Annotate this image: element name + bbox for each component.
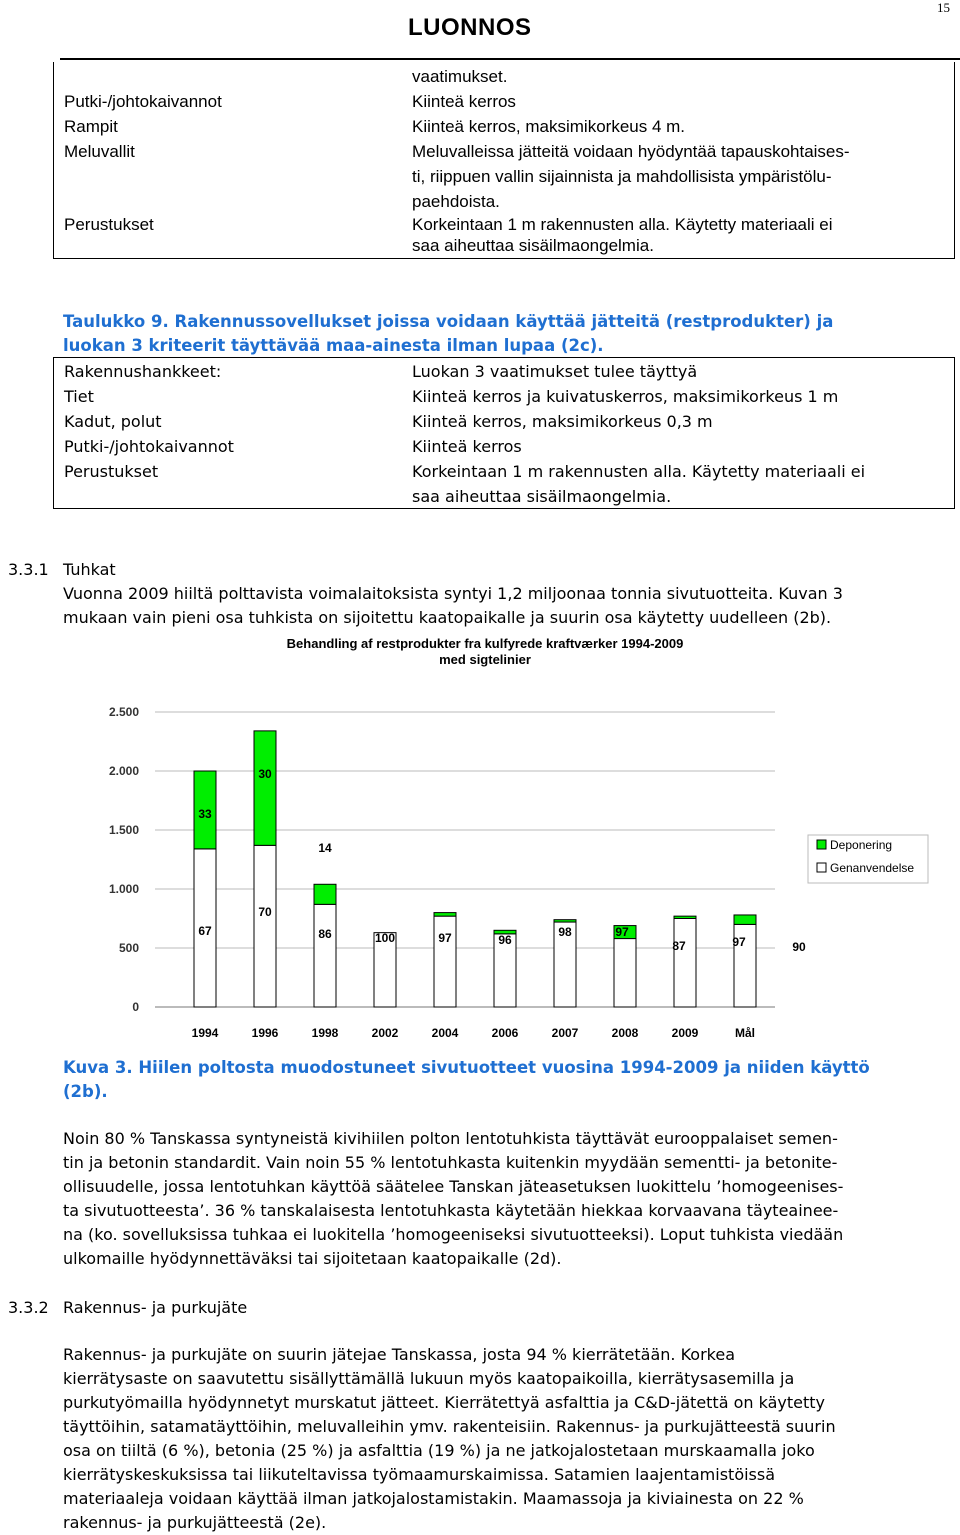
table-cell: Putki-/johtokaivannot [64,437,234,456]
x-tick-label: 1994 [191,1026,219,1040]
table-cell: Perustukset [64,462,159,481]
data-label: 87 [672,939,686,953]
restprodukter-chart [60,630,960,1050]
table-9-caption: Taulukko 9. Rakennussovellukset joissa voidaan käyttää jätteitä (restprodukter) ja [63,312,834,331]
data-label: 33 [198,807,212,821]
table-cell: ti, riippuen vallin sijainnista ja mahdollisista ympäristölu- [412,167,832,186]
header-rule [60,58,960,60]
data-label: 30 [258,767,272,781]
body-line: ta sivutuotteesta’. 36 % tanskalaisesta lentotuhkasta käytetään hiekkaa korvaavana täyteainee- [63,1201,839,1220]
table-cell: Kiinteä kerros ja kuivatuskerros, maksimikorkeus 1 m [412,387,839,406]
table-cell: saa aiheuttaa sisäilmaongelmia. [412,236,654,255]
body-line: purkutyömailla hyödynnetyt murskatut jätteet. Kierrätettyä asfalttia ja C&D-jätettä on käytetty [63,1393,825,1412]
body-line: mukaan vain pieni osa tuhkista on sijoitettu kaatopaikalle ja suurin osa käytetty uudelleen (2b). [63,608,832,627]
table-cell: Kiinteä kerros, maksimikorkeus 4 m. [412,117,686,136]
body-line: kierrätyskeskuksissa tai liikuteltavissa työmaamurskaimissa. Satamien laajentamistöissä [63,1465,776,1484]
chart-subtitle: med sigtelinier [439,652,531,667]
body-line: Vuonna 2009 hiiltä polttavista voimalaitoksista syntyi 1,2 miljoonaa tonnia sivutuotteita. Kuvan 3 [63,584,843,603]
table-header-cell: Rakennushankkeet: [64,362,222,381]
legend-label: Genanvendelse [830,861,915,875]
body-line: rakennus- ja purkujätteestä (2e). [63,1513,327,1532]
bar-deponering [314,884,336,904]
legend-label: Deponering [830,838,893,852]
section-number: 3.3.1 [8,560,49,579]
data-label: 96 [498,933,512,947]
body-line: täyttöihin, satamatäyttöihin, meluvalleihin ymv. rakenteisiin. Rakennus- ja purkujätteestä suurin [63,1417,836,1436]
section-title: Rakennus- ja purkujäte [63,1298,248,1317]
x-tick-label: 2004 [431,1026,459,1040]
x-tick-label: 2007 [551,1026,579,1040]
y-tick-label: 500 [118,941,139,955]
body-line: Rakennus- ja purkujäte on suurin jätejae Tanskassa, josta 94 % kierrätetään. Korkea [63,1345,735,1364]
draft-header: LUONNOS [408,14,532,41]
x-tick-label: Mål [734,1026,756,1040]
table-header-cell: Luokan 3 vaatimukset tulee täyttyä [412,362,698,381]
x-tick-label: 2002 [371,1026,399,1040]
bar-genanvendelse [434,916,456,1007]
table-cell: Rampit [64,117,118,136]
bar-deponering [254,731,276,845]
x-tick-label: 2009 [671,1026,699,1040]
body-line: osa on tiiltä (6 %), betonia (25 %) ja asfalttia (19 %) ja ne jatkojalostetaan murskaamalla joko [63,1441,815,1460]
y-tick-label: 2.500 [108,705,139,719]
body-line: Noin 80 % Tanskassa syntyneistä kivihiilen polton lentotuhkista täyttävät eurooppalaiset semen- [63,1129,838,1148]
bar-genanvendelse [254,845,276,1007]
data-label: 98 [558,925,572,939]
data-label: 14 [318,841,332,855]
bar-deponering [434,913,456,917]
data-label: 90 [792,940,806,954]
x-tick-label: 1998 [311,1026,339,1040]
y-tick-label: 2.000 [108,764,139,778]
table-cell: Kadut, polut [64,412,162,431]
table-cell: Meluvalleissa jätteitä voidaan hyödyntää tapauskohtaises- [412,142,850,161]
bar-deponering [554,920,576,922]
bar-genanvendelse [674,919,696,1008]
y-tick-label: 0 [132,1000,139,1014]
y-tick-label: 1.000 [108,882,139,896]
bar-genanvendelse [614,939,636,1007]
table-cell: Meluvallit [64,142,135,161]
legend-swatch [817,863,826,872]
table-cell: Korkeintaan 1 m rakennusten alla. Käytetty materiaali ei [412,215,833,234]
data-label: 97 [438,931,452,945]
body-line: na (ko. sovelluksissa tuhkaa ei luokitella ’homogeeniseksi sivutuotteeksi). Loput tuhkista viedään [63,1225,844,1244]
table-cell: saa aiheuttaa sisäilmaongelmia. [412,487,672,506]
section-title: Tuhkat [63,560,116,579]
data-label: 100 [374,931,396,945]
body-line: kierrätysaste on saavutettu sisällyttämällä lukuun myös kaatopaikoilla, kierrätysasemilla ja [63,1369,795,1388]
x-tick-label: 2008 [611,1026,639,1040]
table-cell: Putki-/johtokaivannot [64,92,222,111]
table-cell: vaatimukset. [412,67,508,86]
data-label: 86 [318,927,332,941]
bar-deponering [734,915,756,924]
x-tick-label: 1996 [251,1026,279,1040]
table-cell: Kiinteä kerros [412,437,522,456]
table-cell: Tiet [64,387,94,406]
body-line: materiaaleja voidaan käyttää ilman jatkojalostamistakin. Maamassoja ja kiviainesta on 22 % [63,1489,804,1508]
y-tick-label: 1.500 [108,823,139,837]
section-number: 3.3.2 [8,1298,49,1317]
legend-swatch [817,840,826,849]
figure-caption: (2b). [63,1082,108,1101]
page-number: 15 [937,0,950,15]
body-line: tin ja betonin standardit. Vain noin 55 % lentotuhkasta kuitenkin myydään sementti- ja betonite- [63,1153,838,1172]
table-cell: Kiinteä kerros, maksimikorkeus 0,3 m [412,412,713,431]
data-label: 70 [258,905,272,919]
table-cell: Kiinteä kerros [412,92,516,111]
table-cell: Korkeintaan 1 m rakennusten alla. Käytetty materiaali ei [412,462,866,481]
data-label: 67 [198,924,212,938]
figure-caption: Kuva 3. Hiilen poltosta muodostuneet sivutuotteet vuosina 1994-2009 ja niiden käyttö [63,1058,870,1077]
table-8-continued [53,62,955,259]
chart-title: Behandling af restprodukter fra kulfyrede kraftværker 1994-2009 [286,636,684,651]
body-line: ulkomaille hyödynnettäväksi tai sijoitetaan kaatopaikalle (2d). [63,1249,562,1268]
bar-deponering [674,916,696,918]
data-label: 97 [732,935,746,949]
body-line: ollisuudelle, jossa lentotuhkan käyttöä säätelee Tanskan jäteasetuksen luokittelu ’homogeenises- [63,1177,844,1196]
table-cell: Perustukset [64,215,154,234]
table-9-caption: luokan 3 kriteerit täyttävää maa-ainesta ilman lupaa (2c). [63,336,604,355]
x-tick-label: 2006 [491,1026,519,1040]
table-9 [53,357,955,509]
bar-genanvendelse [314,904,336,1007]
data-label: 97 [615,925,629,939]
table-cell: paehdoista. [412,192,500,211]
